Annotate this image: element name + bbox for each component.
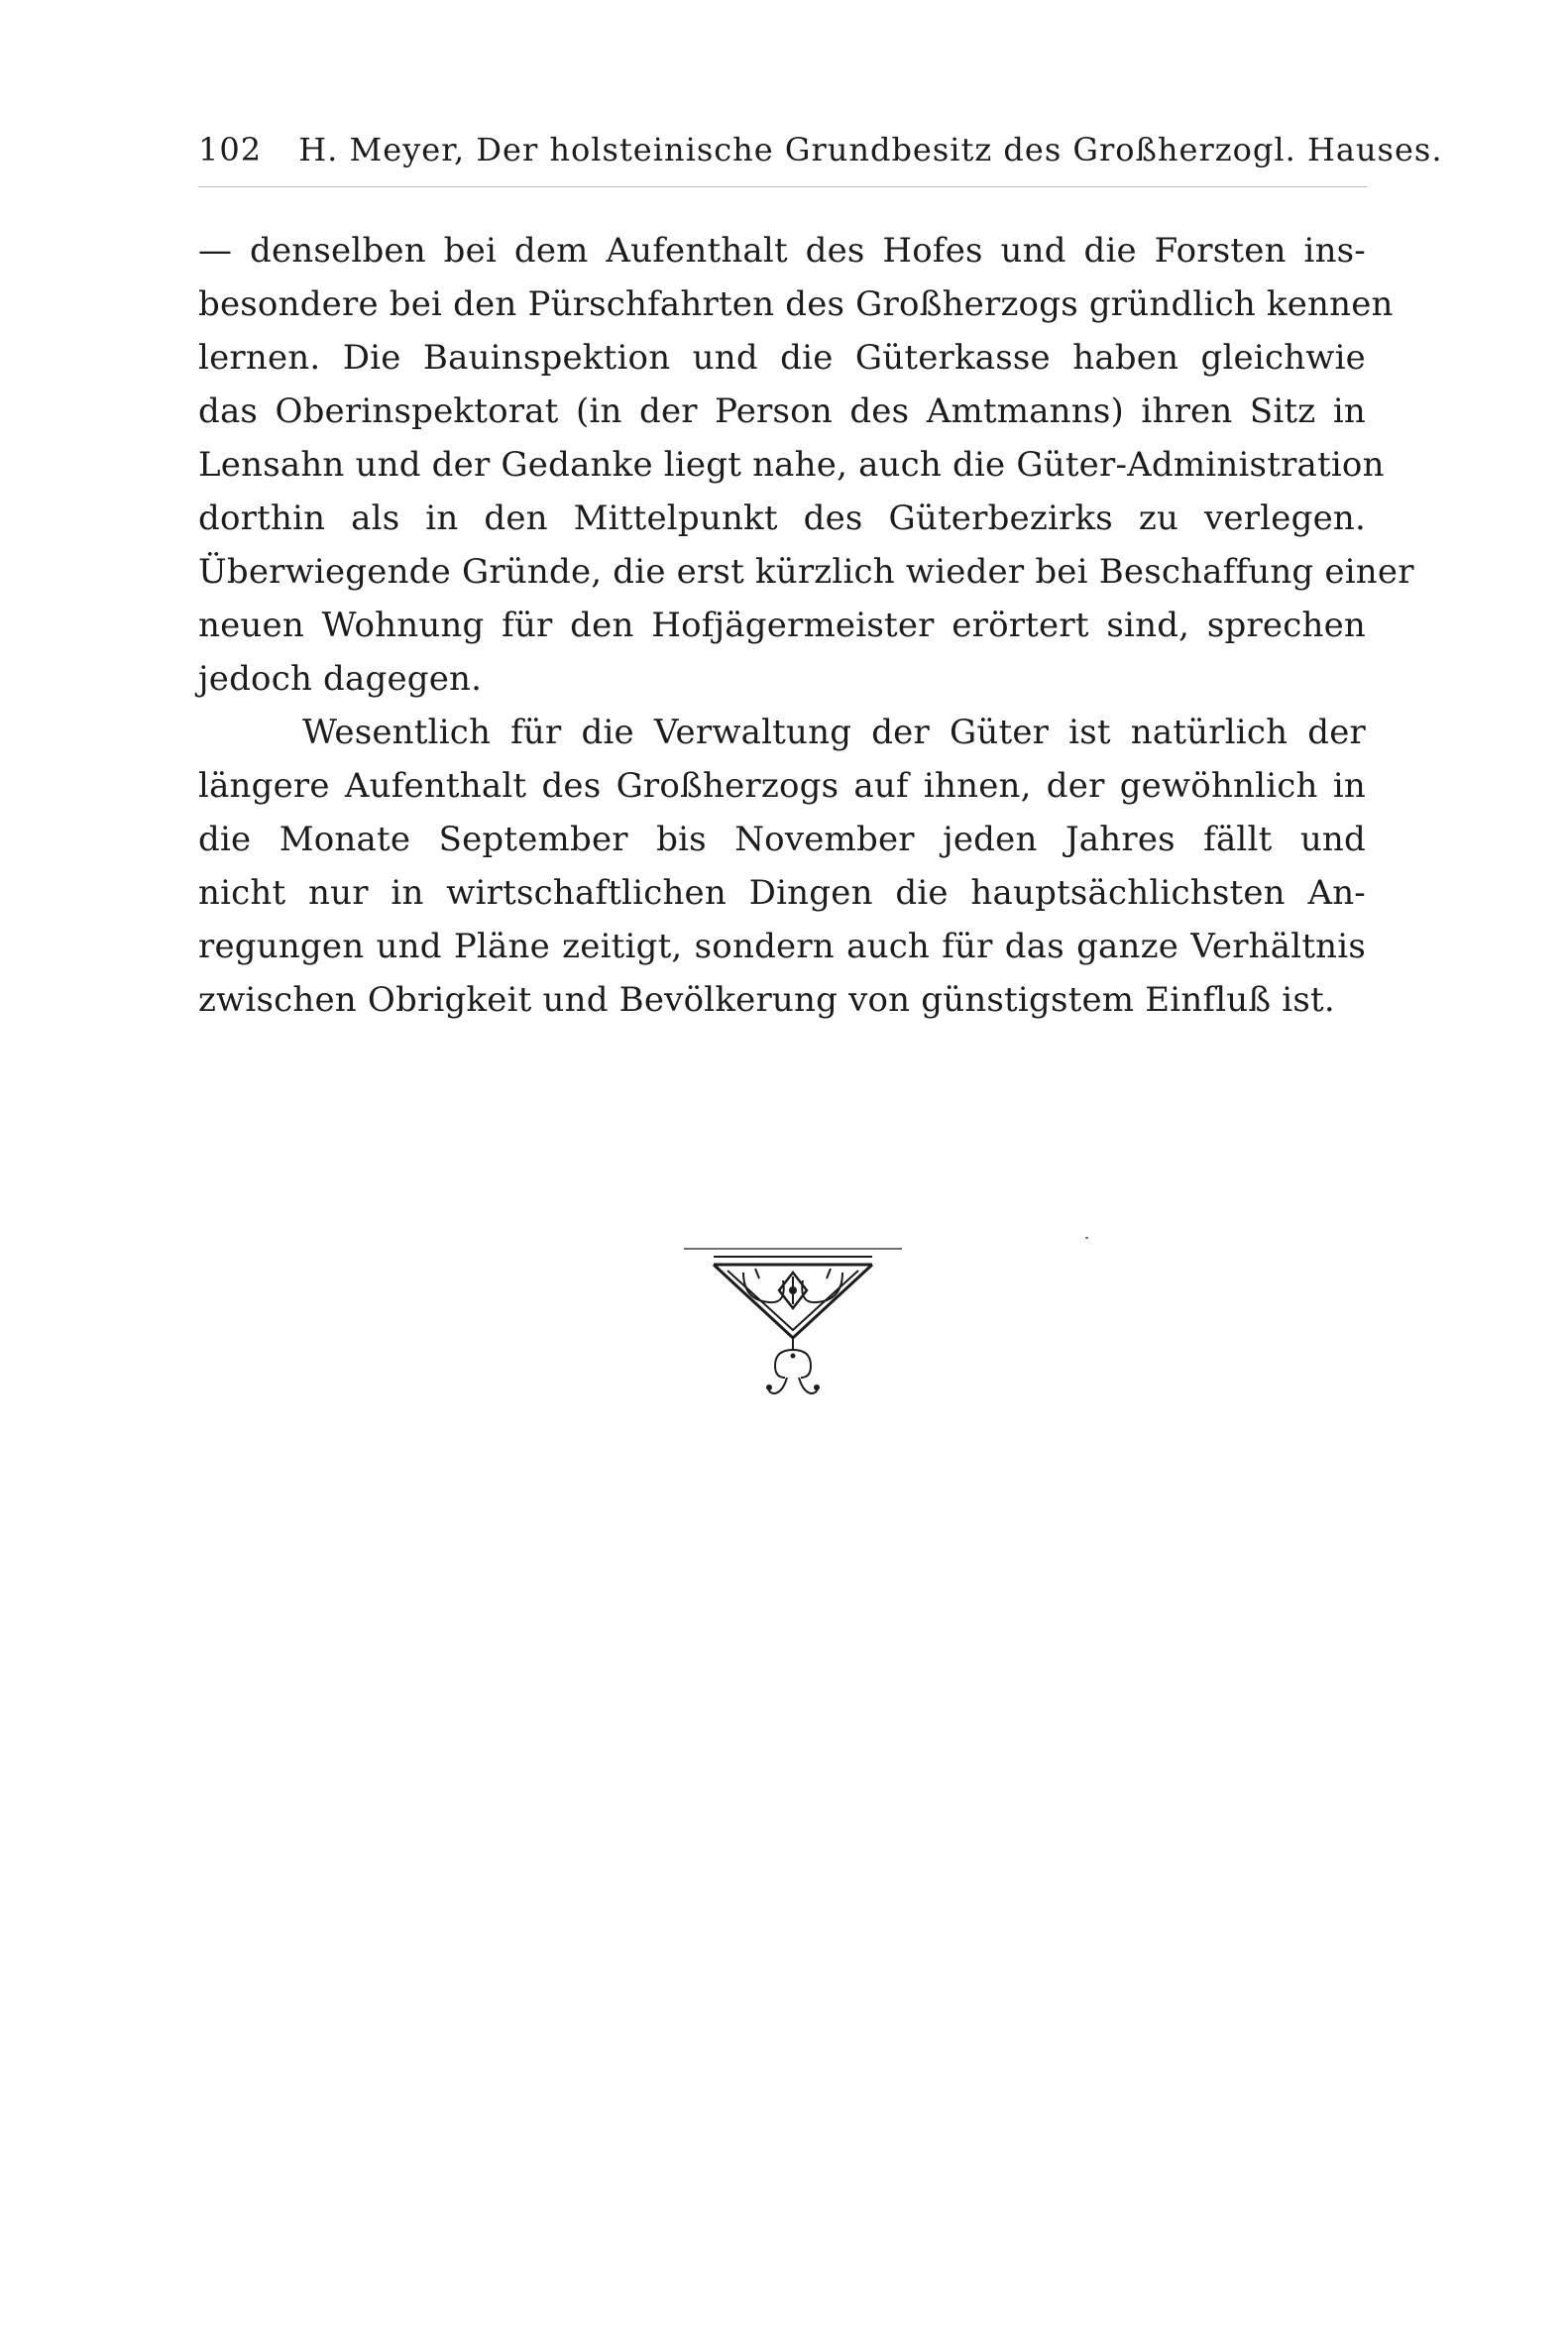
text-line: besondere bei den Pürschfahrten des Großherzogs gründlich kennen <box>198 284 1394 324</box>
text-line: zwischen Obrigkeit und Bevölkerung von günstigstem Einfluß ist. <box>198 980 1335 1020</box>
text-line: jedoch dagegen. <box>198 659 483 699</box>
text-line: lernen. Die Bauinspektion und die Güterkasse haben gleichwie <box>198 338 1366 378</box>
tailpiece-ornament <box>684 1239 902 1407</box>
body-text <box>198 224 1414 1027</box>
text-line: — denselben bei dem Aufenthalt des Hofes und die Forsten ins- <box>198 231 1366 271</box>
text-line: Wesentlich für die Verwaltung der Güter ist natürlich der <box>302 713 1366 752</box>
text-line: nicht nur in wirtschaftlichen Dingen die hauptsächlichsten An- <box>198 873 1366 913</box>
paragraph <box>198 706 1366 1027</box>
text-line: längere Aufenthalt des Großherzogs auf ihnen, der gewöhnlich in <box>198 766 1366 806</box>
text-line: die Monate September bis November jeden Jahres fällt und <box>198 820 1366 859</box>
running-header <box>198 131 1443 168</box>
text-line: Lensahn und der Gedanke liegt nahe, auch die Güter-Administration <box>198 445 1385 485</box>
text-line: Überwiegende Gründe, die erst kürzlich wieder bei Beschaffung einer <box>198 552 1414 592</box>
page-number: 102 <box>198 131 263 168</box>
text-line: neuen Wohnung für den Hofjägermeister erörtert sind, sprechen <box>198 606 1366 645</box>
running-title: H. Meyer, Der holsteinische Grundbesitz des Großherzogl. Hauses. <box>298 131 1443 168</box>
paragraph <box>198 224 1414 706</box>
header-rule <box>198 186 1368 187</box>
text-line: das Oberinspektorat (in der Person des Amtmanns) ihren Sitz in <box>198 391 1366 431</box>
text-line: dorthin als in den Mittelpunkt des Güterbezirks zu verlegen. <box>198 499 1366 538</box>
print-speck <box>1085 1237 1088 1239</box>
text-line: regungen und Pläne zeitigt, sondern auch für das ganze Verhältnis <box>198 927 1366 966</box>
